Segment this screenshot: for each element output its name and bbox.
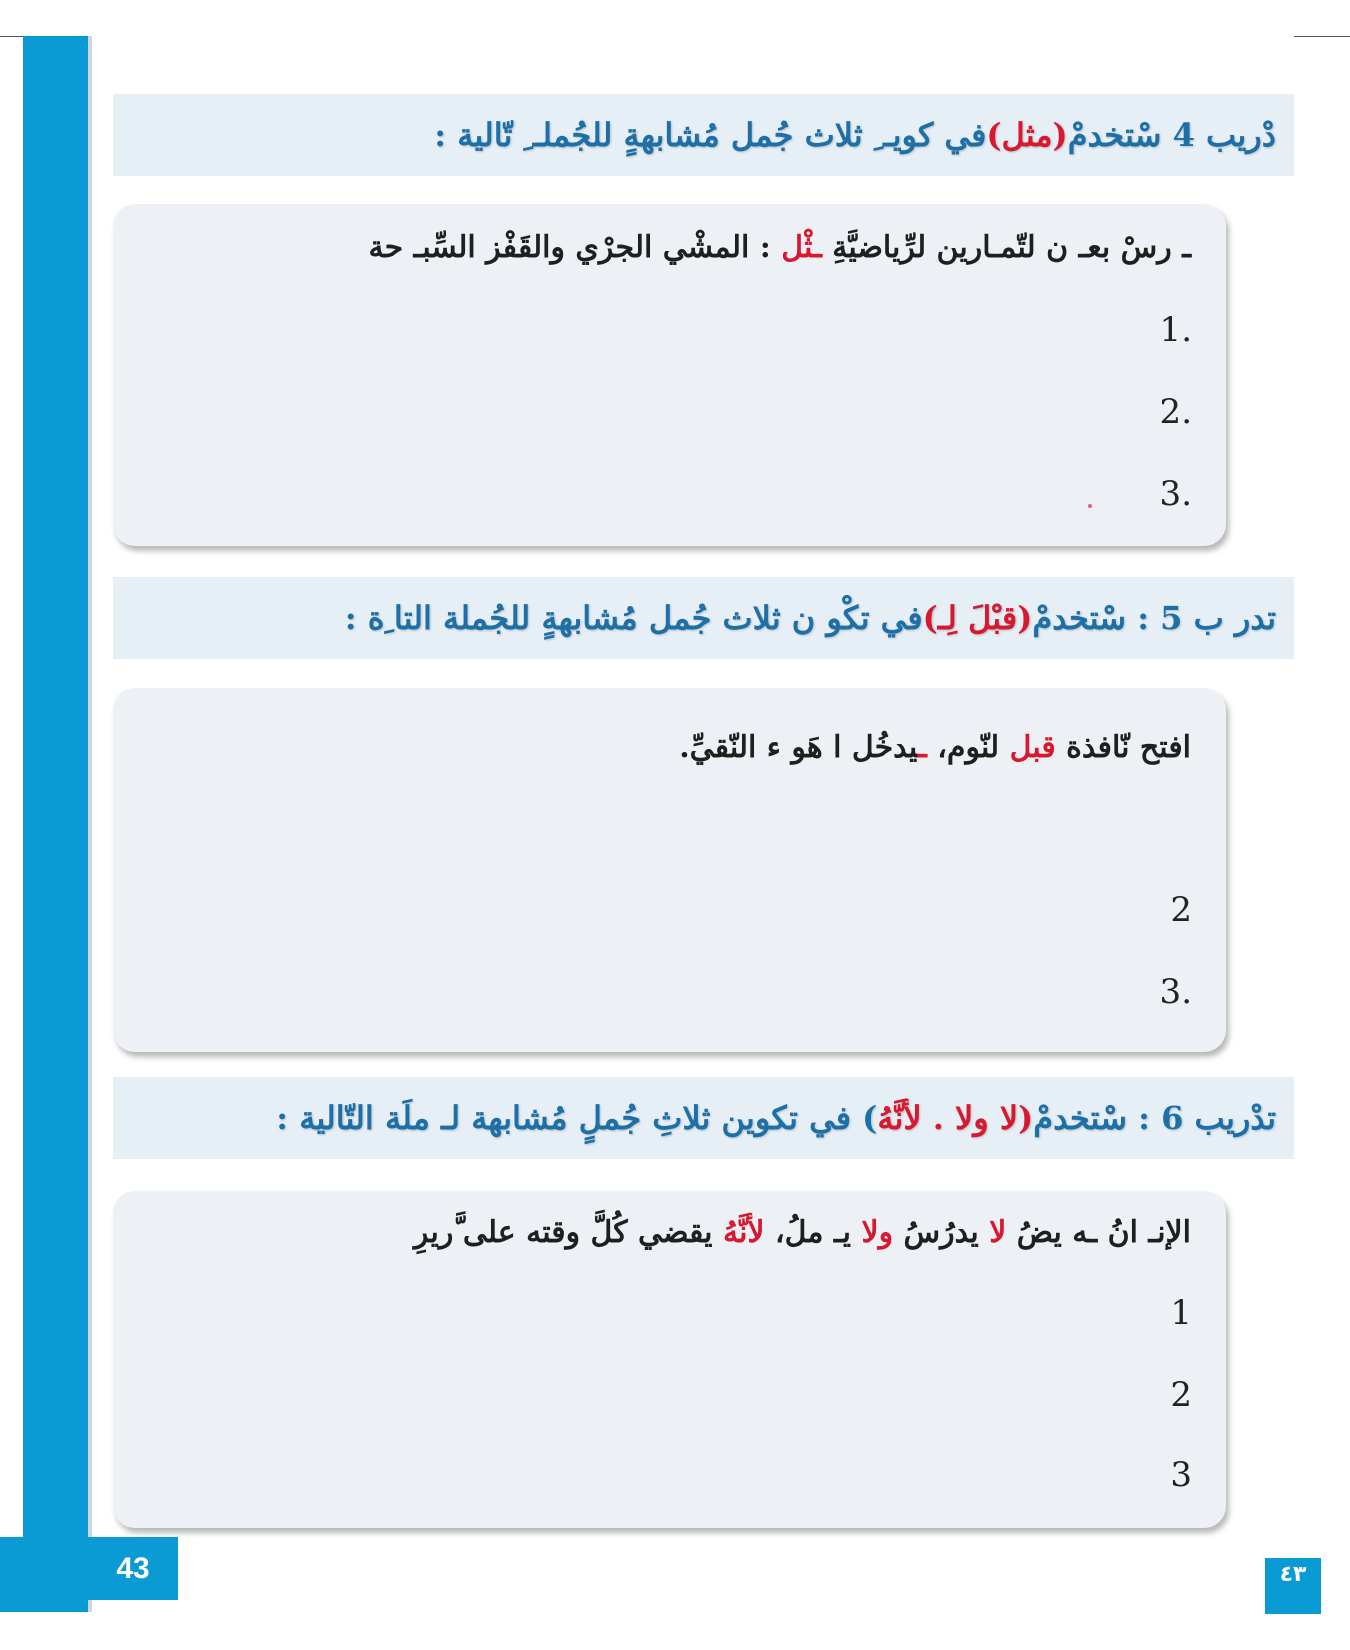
exercise-5-card bbox=[113, 688, 1226, 1052]
stray-mark bbox=[1088, 504, 1092, 508]
title-text: تدْريب 6 : سْتخدمْ bbox=[1033, 1099, 1276, 1137]
exercise-6-card bbox=[113, 1191, 1226, 1528]
example-sentence bbox=[679, 730, 1191, 765]
left-accent-bar bbox=[23, 36, 88, 1612]
left-accent-bar-shadow bbox=[88, 36, 92, 1612]
title-text: دْريب 4 سْتخدمْ bbox=[1067, 116, 1276, 154]
answer-line-3: .3 bbox=[1159, 474, 1192, 514]
example-text: يدخُل ا هَو ء النّقيِّ. bbox=[679, 730, 918, 765]
example-keyword: لا bbox=[989, 1215, 1007, 1250]
exercise-4-title bbox=[113, 94, 1294, 176]
example-keyword: لأنَّهُ bbox=[722, 1215, 765, 1250]
example-keyword: ـ bbox=[917, 730, 927, 765]
answer-line-3: 3 bbox=[1170, 1455, 1192, 1495]
example-text: لنّوم، bbox=[926, 730, 1010, 765]
exercise-6-title bbox=[113, 1077, 1294, 1159]
title-keyword: (مثل) bbox=[986, 116, 1068, 154]
example-keyword: ولا bbox=[861, 1215, 894, 1250]
example-keyword: ـثْل bbox=[781, 230, 822, 265]
crop-mark-right bbox=[1294, 36, 1350, 37]
title-text: تدر ب 5 : سْتخدمْ bbox=[1032, 599, 1276, 637]
exercise-4-card bbox=[113, 204, 1226, 546]
example-text: افتح نّافذة bbox=[1055, 730, 1191, 765]
title-keyword: (قبْلَ لِـ) bbox=[922, 599, 1033, 637]
example-sentence bbox=[414, 1215, 1191, 1250]
answer-line-2: 2 bbox=[1170, 1375, 1192, 1415]
example-text: : المشْي الجرْي والقَفْز السِّبـ حة bbox=[368, 230, 782, 265]
page-number-arabic: ٤٣ bbox=[1265, 1558, 1321, 1614]
answer-line-3: .3 bbox=[1159, 972, 1192, 1012]
example-text: يقضي كُلَّ وقته على َّريرِ bbox=[413, 1215, 723, 1250]
example-text: يـ ملُ، bbox=[764, 1215, 862, 1250]
exercise-5-title bbox=[113, 577, 1294, 659]
answer-line-1: 1 bbox=[1170, 1293, 1192, 1333]
example-text: ـ رسْ بعـ ن لتّمـارين لرِّياضيَّةِ bbox=[821, 230, 1191, 265]
title-text: في كويـ ِ ثلاث جُمل مُشابهةٍ للجُملـ ِ تّالية : bbox=[434, 116, 987, 154]
example-keyword: قبل bbox=[1009, 730, 1056, 765]
example-text: الإنـ انُ ـه يضُ bbox=[1006, 1215, 1191, 1250]
bottom-accent-tab bbox=[0, 1537, 23, 1612]
title-text: في تكْو ن ثلاث جُمل مُشابهةٍ للجُملة التا ِة : bbox=[344, 599, 923, 637]
answer-line-2: 2 bbox=[1170, 890, 1192, 930]
title-keyword: (لا ولا . لأنَّهُ bbox=[877, 1099, 1034, 1137]
example-sentence bbox=[369, 230, 1191, 265]
title-text: ) في تكوين ثلاثِ جُملٍ مُشابهة لـ ملَة التّالية : bbox=[276, 1099, 878, 1137]
example-text: يدرُسُ bbox=[893, 1215, 990, 1250]
answer-line-1: .1 bbox=[1159, 310, 1192, 350]
answer-line-2: .2 bbox=[1159, 392, 1192, 432]
page-number-latin: 43 bbox=[88, 1537, 178, 1600]
crop-mark-left bbox=[0, 36, 23, 37]
